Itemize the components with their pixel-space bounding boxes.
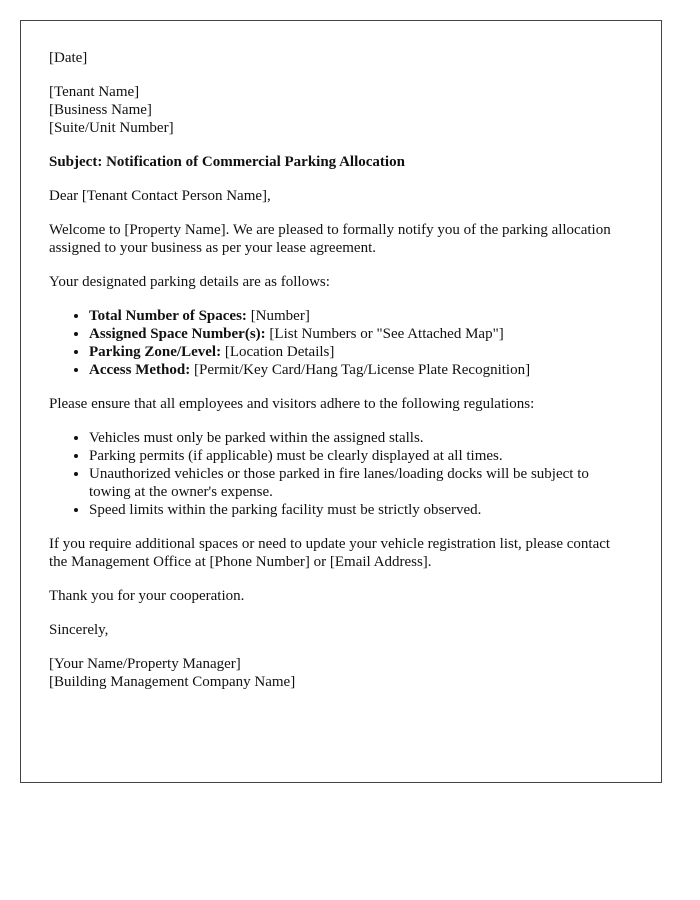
letter xyxy=(20,20,662,783)
detail-label: Parking Zone/Level: xyxy=(89,344,222,360)
details-intro: Your designated parking details are as follows: xyxy=(49,274,330,290)
thanks: Thank you for your cooperation. xyxy=(49,588,245,604)
intro-paragraph: Welcome to [Property Name]. We are pleased to formally notify you of the parking allocation assigned to your business as per your lease agreement. xyxy=(49,222,611,256)
list-item xyxy=(89,307,632,325)
detail-value: [Number] xyxy=(246,308,310,324)
list-item: • Speed limits within the parking facility must be strictly observed. xyxy=(89,501,632,519)
regulations-list xyxy=(49,429,632,519)
list-item xyxy=(89,343,632,361)
parking-details-list xyxy=(49,307,632,379)
list-item: • Vehicles must only be parked within the assigned stalls. xyxy=(89,429,632,447)
list-item: • Parking permits (if applicable) must be clearly displayed at all times. xyxy=(89,447,632,465)
detail-value: [Permit/Key Card/Hang Tag/License Plate Recognition] xyxy=(190,362,531,378)
salutation: Dear [Tenant Contact Person Name], xyxy=(49,188,271,204)
contact-paragraph: If you require additional spaces or need to update your vehicle registration list, please contact the Management Office at [Phone Number] or [Email Address]. xyxy=(49,536,611,570)
company-name: [Building Management Company Name] xyxy=(49,674,296,690)
signer-name: [Your Name/Property Manager] xyxy=(49,656,241,672)
detail-label: Access Method: xyxy=(89,362,191,378)
detail-value: [List Numbers or "See Attached Map"] xyxy=(265,326,504,342)
detail-value: [Location Details] xyxy=(221,344,335,360)
list-item: • Unauthorized vehicles or those parked in fire lanes/loading docks will be subject to towing at the owner's expense. xyxy=(89,465,632,501)
business-name: [Business Name] xyxy=(49,102,152,118)
date: [Date] xyxy=(49,50,88,66)
list-item xyxy=(89,361,632,379)
signature-block xyxy=(49,655,632,691)
detail-label: Total Number of Spaces: xyxy=(89,308,247,324)
closing: Sincerely, xyxy=(49,622,109,638)
tenant-name: [Tenant Name] xyxy=(49,84,140,100)
regulations-intro: Please ensure that all employees and visitors adhere to the following regulations: xyxy=(49,396,535,412)
recipient-address xyxy=(49,83,632,137)
detail-label: Assigned Space Number(s): xyxy=(89,326,266,342)
list-item xyxy=(89,325,632,343)
subject-line: Subject: Notification of Commercial Parking Allocation xyxy=(49,154,405,170)
suite-number: [Suite/Unit Number] xyxy=(49,120,174,136)
